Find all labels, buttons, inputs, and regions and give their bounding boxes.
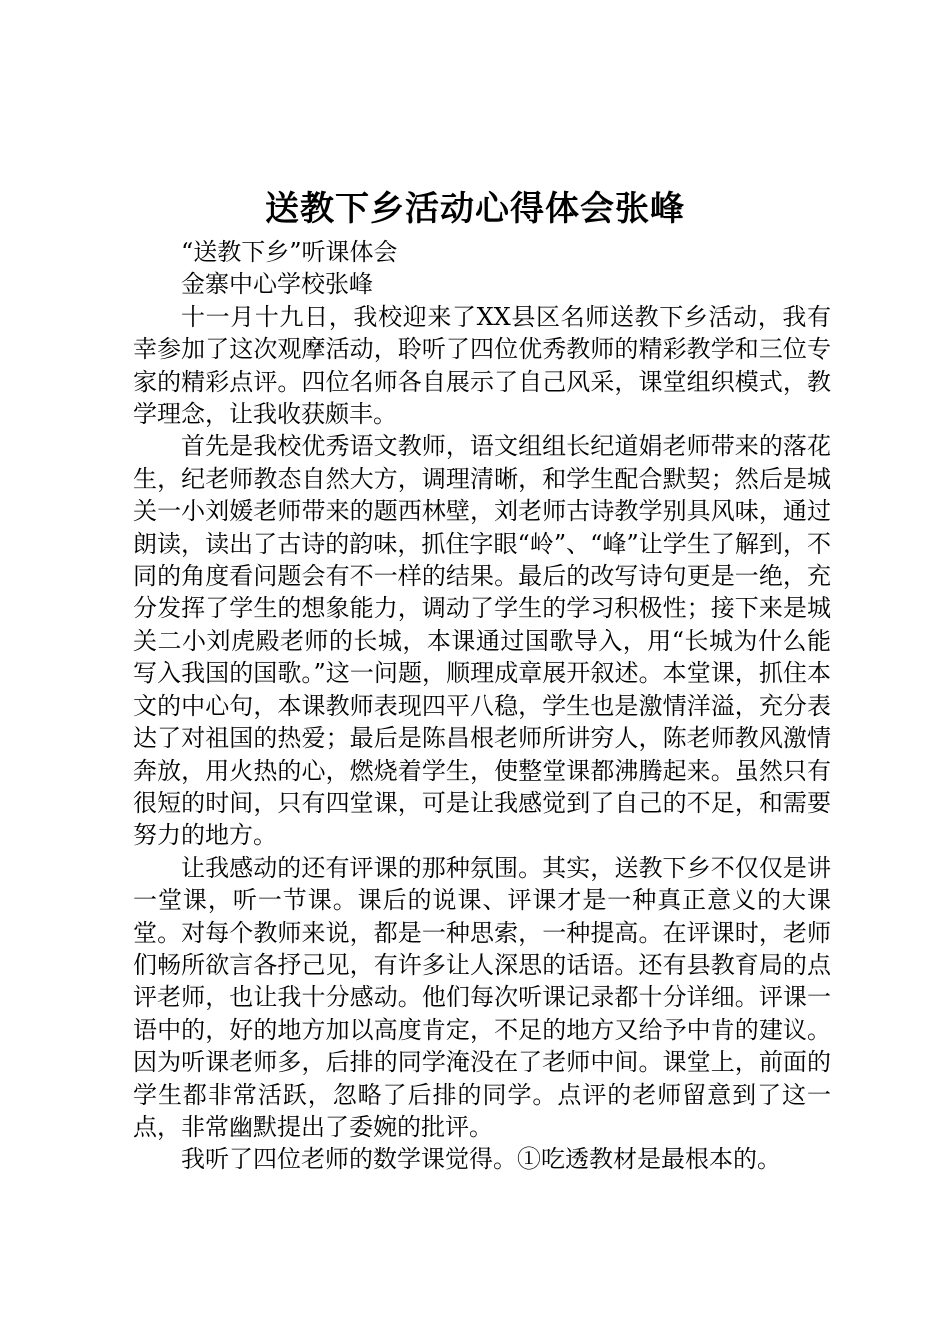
paragraph-4: 我听了四位老师的数学课觉得。①吃透教材是最根本的。 <box>181 1145 781 1174</box>
document-title: 送教下乡活动心得体会张峰 <box>265 189 685 229</box>
document-body <box>133 236 831 1176</box>
author-line: 金寨中心学校张峰 <box>181 270 373 299</box>
subtitle: “送教下乡”听课体会 <box>181 238 398 266</box>
paragraph-1: 十一月十九日，我校迎来了XX县区名师送教下乡活动，我有幸参加了这次观摩活动，聆听了四位优秀教师的精彩教学和三位专家的精彩点评。四位名师各自展示了自己风采，课堂组织模式，教学理念，让我收获颇丰。 <box>133 302 831 429</box>
paragraph-3: 让我感动的还有评课的那种氛围。其实，送教下乡不仅仅是讲一堂课，听一节课。课后的说课、评课才是一种真正意义的大课堂。对每个教师来说，都是一种思索，一种提高。在评课时，老师们畅所欲言各抒己见，有许多让人深思的话语。还有县教育局的点评老师，也让我十分感动。他们每次听课记录都十分详细。评课一语中的，好的地方加以高度肯定，不足的地方又给予中肯的建议。因为听课老师多，后排的同学淹没在了老师中间。课堂上，前面的学生都非常活跃，忽略了后排的同学。点评的老师留意到了这一点，非常幽默提出了委婉的批评。 <box>133 853 831 1141</box>
paragraph-2: 首先是我校优秀语文教师，语文组组长纪道娟老师带来的落花生，纪老师教态自然大方，调理清晰，和学生配合默契；然后是城关一小刘媛老师带来的题西林壁，刘老师古诗教学别具风味，通过朗读，读出了古诗的韵味，抓住字眼“岭”、“峰”让学生了解到，不同的角度看问题会有不一样的结果。最后的改写诗句更是一绝，充分发挥了学生的想象能力，调动了学生的学习积极性；接下来是城关二小刘虎殿老师的长城，本课通过国歌导入，用“长城为什么能写入我国的国歌。”这一问题，顺理成章展开叙述。本堂课，抓住本文的中心句，本课教师表现四平八稳，学生也是激情洋溢，充分表达了对祖国的热爱；最后是陈昌根老师所讲穷人，陈老师教风激情奔放，用火热的心，燃烧着学生，使整堂课都沸腾起来。虽然只有很短的时间，只有四堂课，可是让我感觉到了自己的不足，和需要努力的地方。 <box>133 432 831 850</box>
